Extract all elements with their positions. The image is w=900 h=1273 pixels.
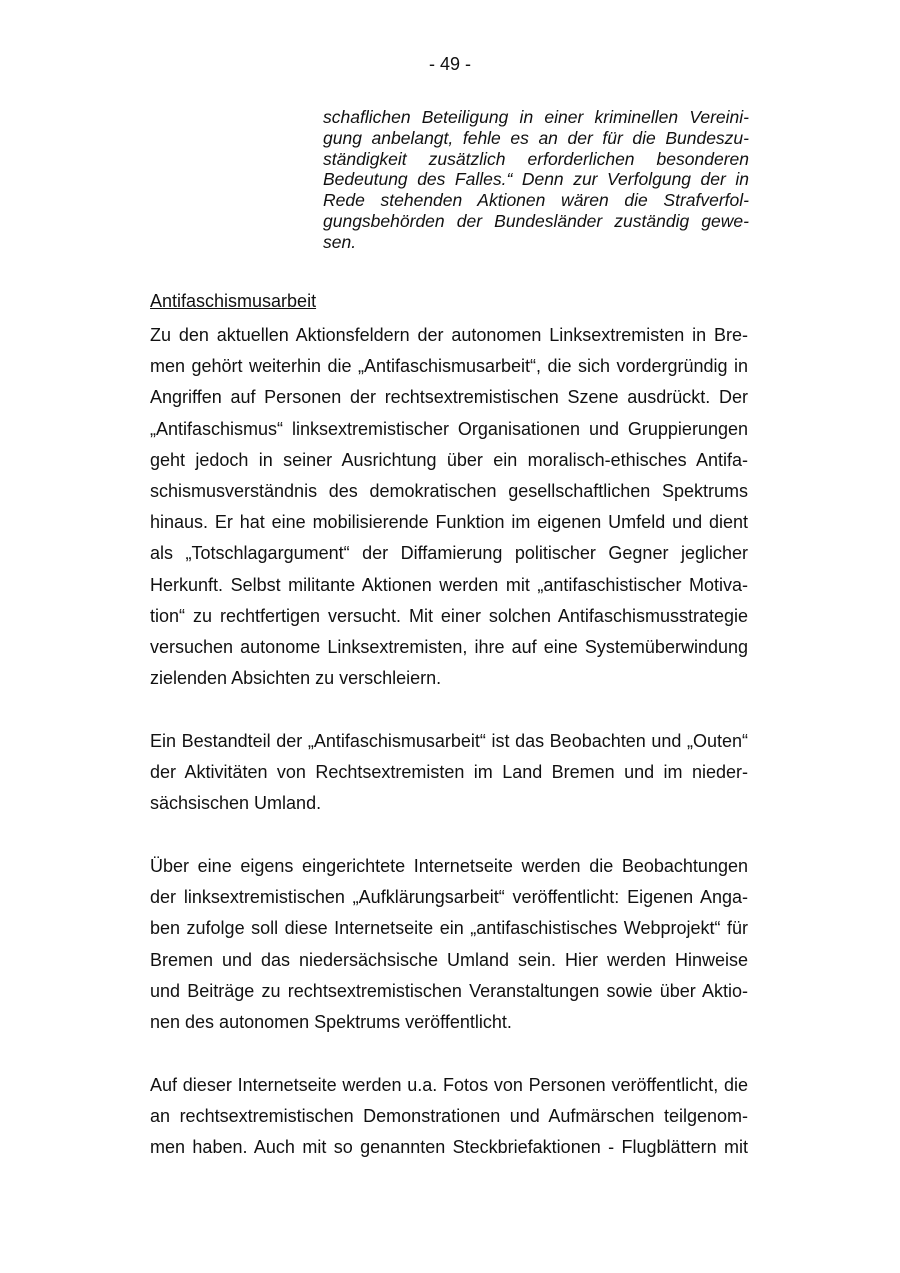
text-line: an rechtsextremistischen Demonstrationen und Aufmärschen teilgenom- bbox=[150, 1105, 748, 1126]
text-line: schismusverständnis des demokratischen gesellschaftlichen Spektrums bbox=[150, 481, 748, 502]
text-line: nen des autonomen Spektrums veröffentlicht. bbox=[150, 1012, 512, 1033]
text-line: und Beiträge zu rechtsextremistischen Veranstaltungen sowie über Aktio- bbox=[150, 980, 748, 1001]
section-heading: Antifaschismusarbeit bbox=[150, 291, 317, 311]
text-line: Herkunft. Selbst militante Aktionen werden mit „antifaschistischer Motiva- bbox=[150, 574, 748, 595]
text-line: der linksextremistischen „Aufklärungsarbeit“ veröffentlicht: Eigenen Anga- bbox=[150, 887, 748, 908]
text-line: Bremen und das niedersächsische Umland sein. Hier werden Hinweise bbox=[150, 949, 748, 970]
quote-line: schaflichen Beteiligung in einer kriminellen Vereini- bbox=[323, 107, 749, 127]
main-content bbox=[150, 290, 748, 1163]
text-line: Ein Bestandteil der „Antifaschismusarbeit“ ist das Beobachten und „Outen“ bbox=[150, 730, 748, 751]
quote-block bbox=[323, 107, 749, 253]
text-line: ben zufolge soll diese Internetseite ein „antifaschistisches Webprojekt“ für bbox=[150, 918, 748, 939]
text-line: geht jedoch in seiner Ausrichtung über ein moralisch-ethisches Antifa- bbox=[150, 449, 748, 470]
text-line: versuchen autonome Linksextremisten, ihre auf eine Systemüberwindung bbox=[150, 637, 748, 658]
text-line: „Antifaschismus“ linksextremistischer Organisationen und Gruppierungen bbox=[150, 418, 748, 439]
paragraph-2 bbox=[150, 726, 748, 820]
paragraph-spacer bbox=[150, 820, 748, 852]
quote-line: Bedeutung des Falles.“ Denn zur Verfolgung der in bbox=[323, 169, 749, 190]
text-line: zielenden Absichten zu verschleiern. bbox=[150, 668, 442, 689]
quote-line: sen. bbox=[323, 231, 357, 252]
page-number: - 49 - bbox=[428, 54, 471, 74]
paragraph-4 bbox=[150, 1070, 748, 1164]
text-line: Angriffen auf Personen der rechtsextremistischen Szene ausdrückt. Der bbox=[150, 387, 748, 408]
paragraph-spacer bbox=[150, 694, 748, 726]
text-line: men haben. Auch mit so genannten Steckbriefaktionen - Flugblättern mit bbox=[150, 1137, 748, 1158]
paragraph-3 bbox=[150, 851, 748, 1038]
text-line: Zu den aktuellen Aktionsfeldern der autonomen Linksextremisten in Bre- bbox=[150, 325, 748, 345]
quote-line: Rede stehenden Aktionen wären die Strafverfol- bbox=[323, 190, 749, 211]
text-line: tion“ zu rechtfertigen versucht. Mit einer solchen Antifaschismusstrategie bbox=[150, 605, 748, 626]
text-line: der Aktivitäten von Rechtsextremisten im Land Bremen und im nieder- bbox=[150, 762, 748, 783]
quote-line: ständigkeit zusätzlich erforderlichen besonderen bbox=[323, 148, 749, 169]
text-line: men gehört weiterhin die „Antifaschismusarbeit“, die sich vordergründig in bbox=[150, 356, 748, 377]
text-line: Auf dieser Internetseite werden u.a. Fotos von Personen veröffentlicht, die bbox=[150, 1074, 748, 1095]
text-line: Über eine eigens eingerichtete Internetseite werden die Beobachtungen bbox=[150, 856, 748, 877]
quote-line: gungsbehörden der Bundesländer zuständig gewe- bbox=[323, 210, 749, 231]
paragraph-1 bbox=[150, 320, 748, 694]
paragraph-spacer bbox=[150, 1038, 748, 1070]
text-line: hinaus. Er hat eine mobilisierende Funktion im eigenen Umfeld und dient bbox=[150, 512, 748, 533]
text-line: sächsischen Umland. bbox=[150, 793, 322, 814]
quote-line: gung anbelangt, fehle es an der für die Bundeszu- bbox=[323, 127, 749, 148]
text-line: als „Totschlagargument“ der Diffamierung politischer Gegner jeglicher bbox=[150, 543, 748, 564]
